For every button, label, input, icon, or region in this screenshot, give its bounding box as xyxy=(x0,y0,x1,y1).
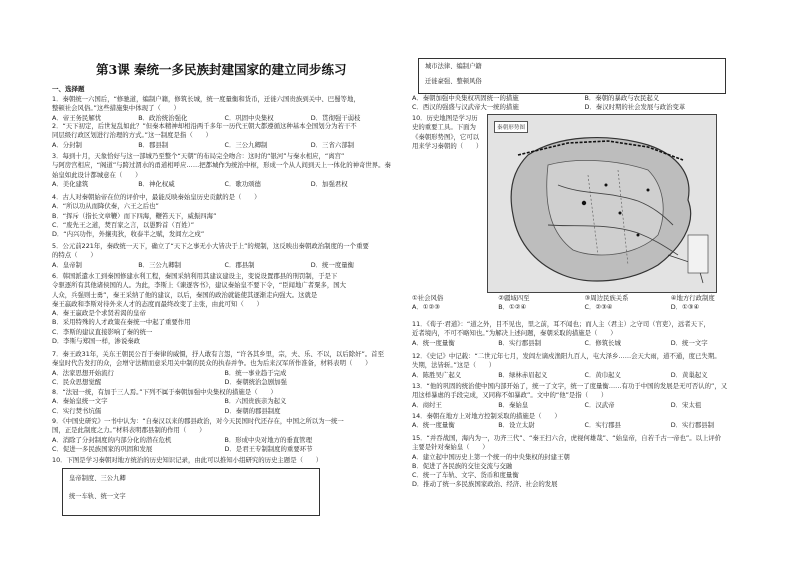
option-b[interactable]: B．绿林赤眉起义 xyxy=(498,370,548,379)
question-stem: 1．秦朝统一六国后，“修驰道，编制户籍，修筑长城，统一度量衡和货币，迁徙六国贵族到关中、巴蜀等地， xyxy=(52,95,360,103)
option-a[interactable]: A．统一度量衡 xyxy=(412,338,455,347)
answer-options xyxy=(52,397,397,416)
question-stem: 秦王嬴政和李斯对待外来人才的态度而最终改变了主张，由此可知（ ） xyxy=(52,299,263,308)
option-b[interactable]: B．采用特殊的人才政策在秦统一中起了重要作用 xyxy=(52,318,191,327)
question-stem: 的特点（ ） xyxy=(52,251,97,260)
option-b[interactable]: B．促进了各民族的交往交流与交融 xyxy=(412,461,513,470)
option-a[interactable]: A．陈胜吴广起义 xyxy=(412,370,462,379)
option-d[interactable]: D．宋太祖 xyxy=(670,400,702,409)
answer-options xyxy=(52,369,397,388)
option-a[interactable]: A．秦始皇统一文字 xyxy=(52,397,108,406)
answer-options xyxy=(52,180,397,189)
question-stem: 10．下图是学习秦朝对地方统治的历史知识记录，由此可以推知小组研究的历史主题是（ ） xyxy=(52,456,323,464)
option-3: ③周边民族关系 xyxy=(584,294,629,302)
option-d[interactable]: D．①③④ xyxy=(670,303,700,312)
page-title: 第3课 秦统一多民族封建国家的建立同步练习 xyxy=(96,62,347,77)
question-stem: 10．历史地图是学习历史的重要工具。下面为《秦朝形势图》，它可以用来学习秦朝的（ ） xyxy=(412,114,483,150)
question-10-options xyxy=(412,294,757,313)
question-stem: 令驱逐所有其他诸侯国的人。为此，李斯上《谏逐客书》，建议秦始皇不要下令，“臣闻地广者粟多，国大 xyxy=(52,281,347,290)
question-10-intro xyxy=(52,456,397,465)
question-stem: 14．秦朝在地方上对地方控制采取的措施是（ ） xyxy=(412,412,561,420)
section-heading: 一、选择题 xyxy=(52,85,85,93)
question-15 xyxy=(412,434,757,490)
option-b[interactable]: B．郡县制 xyxy=(138,140,169,149)
answer-options xyxy=(412,294,757,313)
option-d[interactable]: D．实行郡县制 xyxy=(670,421,715,430)
answer-options xyxy=(412,371,757,380)
option-d[interactable]: D．贯彻强干弱枝 xyxy=(310,113,361,122)
option-c[interactable]: C．统一了车轨、文字、货币和度量衡 xyxy=(412,471,519,480)
option-b[interactable]: B．统一事业趋于完成 xyxy=(224,368,287,377)
option-a[interactable]: A．秦王嬴政是个求贤若渴的皇帝 xyxy=(52,309,146,318)
option-b[interactable]: B．形成中央对地方的垂直管理 xyxy=(224,435,312,444)
option-a[interactable]: A．美化建筑 xyxy=(52,179,89,188)
option-c[interactable]: C．三公九卿制 xyxy=(224,140,268,149)
question-7 xyxy=(52,350,397,387)
option-d[interactable]: D．推动了统一多民族国家政治、经济、社会的发展 xyxy=(412,480,558,489)
question-6 xyxy=(52,272,397,346)
option-b[interactable]: B．“挥斥（指长文章鞭）而下四海，鞭笞天下，威振四海” xyxy=(52,211,217,220)
option-d[interactable]: D．李斯与郑国一样，渗说秦政 xyxy=(52,336,140,345)
question-13 xyxy=(412,382,757,410)
answer-options xyxy=(52,261,397,270)
option-c[interactable]: C．西汉的强盛与汉武帝大一统的措施 xyxy=(412,103,519,112)
question-stem: 13．“他的巩固的统治使中国内部开始了，统一了文字，统一了度量衡……有功于中国的发展是无可否认的”，又 xyxy=(412,382,728,390)
answer-options xyxy=(412,421,757,430)
option-c[interactable]: C．修筑长城 xyxy=(584,338,621,347)
option-d[interactable]: D．三省六部制 xyxy=(310,140,355,149)
option-c[interactable]: C．“废先王之道，焚百家之言，以愚黔首（百姓）” xyxy=(52,220,195,229)
option-c[interactable]: C．汉武帝 xyxy=(584,400,615,409)
option-a[interactable]: A．法家思想开始流行 xyxy=(52,368,114,377)
question-stem: 12．《史记》中记载：“二世元年七月，发闾左谪戍渔阳九百人，屯大泽乡……会天大雨，道不通，度已失期。 xyxy=(412,352,721,360)
note-line: 统一车轨、统一文字 xyxy=(69,492,126,500)
option-c[interactable]: C．②③④ xyxy=(584,303,613,312)
option-c[interactable]: C．巩固中央集权 xyxy=(224,113,274,122)
note-line: 城市法律、编制户籍 xyxy=(425,63,482,70)
option-a[interactable]: A．统一度量衡 xyxy=(412,421,455,430)
option-a[interactable]: A．秦朝加强中央集权巩固统一的措施 xyxy=(412,94,519,102)
question-stem: 国，正是此制度之力。”材料表明郡县制的作用（ ） xyxy=(52,426,206,435)
note-line: 皇帝制度、三公九卿 xyxy=(69,475,126,482)
option-1: ①社会风俗 xyxy=(412,294,444,302)
option-4: ④地方行政制度 xyxy=(670,294,715,302)
option-c[interactable]: C．郡县制 xyxy=(224,260,255,269)
option-c[interactable]: C．促进一多民族国家的巩固和发展 xyxy=(52,444,153,453)
question-stem: 15．“并吞战国，海内为一，功齐三代”、“秦王扫六合，虎视何雄哉”、“始皇帝，自若千古一帝也”。以上评价 xyxy=(412,434,722,442)
answer-options xyxy=(412,94,757,113)
option-d[interactable]: D．秦汉时期的社会发展与政治变革 xyxy=(584,103,686,112)
qin-dynasty-map xyxy=(487,114,717,293)
question-14 xyxy=(412,412,757,431)
question-stem: 主要是针对秦始皇（ ） xyxy=(412,443,489,452)
option-d[interactable]: D．加强君权 xyxy=(310,179,348,188)
option-b[interactable]: B．秦朝的暴政与农民起义 xyxy=(584,94,660,102)
note-line: 迁徙豪强、整顿风俗 xyxy=(425,77,482,85)
question-stem: 5．公元前221年，秦政统一天下，确立了“天下之事无小大皆决于上”的规制，这反映出秦朝政治制度的一个重要 xyxy=(52,242,369,250)
option-b[interactable]: B．①②④ xyxy=(498,303,527,312)
note-box-right xyxy=(418,58,726,94)
option-b[interactable]: B．神化权威 xyxy=(138,179,175,188)
question-stem: 始皇如此设计都城意在（ ） xyxy=(52,170,142,179)
question-stem: 秦皇时代告发打的众，会增守法精而意采用关中制的民众的执春并争。也为后来汉军所作准备，材料表明（ ） xyxy=(52,359,372,368)
question-stem: 6．韩国派遣水工到秦国修建水利工程，秦国采纳利用其建议建设主，变说设置郡县的刑罚制，于是下 xyxy=(52,272,338,280)
question-stem: 用这样暴虐的手段完成，又同称不如暴政”。文中的“他”是指（ ） xyxy=(412,391,608,400)
map-graphic xyxy=(488,115,716,292)
question-9b-options xyxy=(412,94,757,113)
answer-options xyxy=(52,141,397,150)
question-stem: 与阿房宫相应，“阁道”与跨过渭水的甬道相呼应……把都城作为统治中枢，形成一个从人间到天上一体化的神奇世界。秦 xyxy=(52,161,391,170)
option-2: ②疆域四至 xyxy=(498,294,530,302)
option-b[interactable]: B．实行郡县制 xyxy=(498,338,541,347)
option-c[interactable]: C．歌功颂德 xyxy=(224,179,261,188)
option-a[interactable]: A．帝王务民解忧 xyxy=(52,113,102,122)
question-12 xyxy=(412,352,757,380)
option-d[interactable]: D．统一度量衡 xyxy=(310,260,355,269)
option-a[interactable]: A．皇帝制 xyxy=(52,260,82,269)
option-b[interactable]: B．设立太尉 xyxy=(498,421,535,430)
option-c[interactable]: C．民众思想觉醒 xyxy=(52,377,102,386)
option-a[interactable]: A．①②③ xyxy=(412,303,440,312)
question-3 xyxy=(52,152,397,189)
option-a[interactable]: A．“所以功从而降伏秦，六王之后也” xyxy=(52,202,159,211)
option-d[interactable]: D．统一文字 xyxy=(670,338,708,347)
question-stem: 8．“法冠一统，有加于三人焉。”下列不属于秦朝加强中央集权的措施是（ ） xyxy=(52,388,277,396)
option-a[interactable]: A．消除了分封制度的内部分化的潜在危机 xyxy=(52,435,172,444)
question-4 xyxy=(52,193,397,239)
question-stem: 近者境内，不可不略知也。”为解决上述问题，秦朝采取的措施是（ ） xyxy=(412,329,617,338)
option-b[interactable]: B．六国贵族亲为起义 xyxy=(224,397,287,406)
answer-options xyxy=(412,401,757,410)
question-stem: 7．秦王政31年，关东王朝民公百于秦律的威慑，抒人敢有言怨，“许各其乡里，宗，夫、乐、不以，以后除奸”。首至 xyxy=(52,350,384,358)
option-c[interactable]: C．李斯的建议直接影响了秦的统一 xyxy=(52,327,153,336)
question-stem: 人众，兵强则士勇”，秦王采纳了他的建议，以后，秦国的政治就能使其逐渐走向强大。这就是 xyxy=(52,290,318,299)
question-stem: 整顿社会风俗。”这些措施集中体现了（ ） xyxy=(52,104,180,113)
option-c[interactable]: C．黄巾起义 xyxy=(584,370,621,379)
question-stem: 失期，法皆斩。”这是（ ） xyxy=(412,361,496,370)
answer-options xyxy=(412,339,757,348)
answer-options xyxy=(52,436,397,455)
question-stem: 2．“天下初定，后世复乱如此？”但秦本精神却相沿两千多年一历代王朝大都遵循这种基本全国划分为若干不 xyxy=(52,122,357,130)
option-d[interactable]: D．是君王专制制度的重要环节 xyxy=(224,444,313,453)
question-stem: 同层级行政区划进行治理的方式。”这一制度是指（ ） xyxy=(52,131,212,140)
question-stem: 3．每到十月，天象恰好与这一部城乃至整个“天朝”的布局完全吻合：这时的“银河”与秦水相应，“离宫” xyxy=(52,152,345,160)
option-b[interactable]: B．政治统治强化 xyxy=(138,113,188,122)
question-2 xyxy=(52,122,397,150)
question-stem: 11．《荀子·君道》：“道之外，目不见也，里之前，耳不闻也；而人主（君主）之守司（官吏），远者天下， xyxy=(412,320,710,328)
question-9 xyxy=(52,417,397,454)
question-1 xyxy=(52,95,397,123)
option-d[interactable]: D．秦朝的郡县制度 xyxy=(224,406,281,415)
question-8 xyxy=(52,388,397,416)
question-stem: 9．《中国史研究》一书中认为：“自秦汉以来的郡县政治，对今天民国时代还存在，中国之所以为一统一 xyxy=(52,417,344,425)
question-11 xyxy=(412,320,757,348)
map-title: 秦朝形势图 xyxy=(494,121,528,133)
option-b[interactable]: B．秦始皇 xyxy=(498,400,529,409)
question-stem: 4．古人对秦朝始帝在位的评价中，最能反映秦始皇历史贡献的是（ ） xyxy=(52,193,261,201)
option-a[interactable]: A．商纣王 xyxy=(412,400,442,409)
option-b[interactable]: B．三公九卿制 xyxy=(138,260,181,269)
question-5 xyxy=(52,242,397,270)
option-d[interactable]: D．秦朝统治急剧加强 xyxy=(224,377,287,386)
option-d[interactable]: D．黄巢起义 xyxy=(670,370,708,379)
option-c[interactable]: C．实行焚书坑儒 xyxy=(52,406,102,415)
option-d[interactable]: D．“内兴功作，外攘夷狄，收泰半之赋，发闾左之戍” xyxy=(52,230,205,239)
option-c[interactable]: C．实行郡县 xyxy=(584,421,621,430)
option-a[interactable]: A．建立起中国历史上第一个统一的中央集权的封建王朝 xyxy=(412,452,570,461)
note-box-left xyxy=(62,468,320,516)
option-a[interactable]: A．分封制 xyxy=(52,140,82,149)
